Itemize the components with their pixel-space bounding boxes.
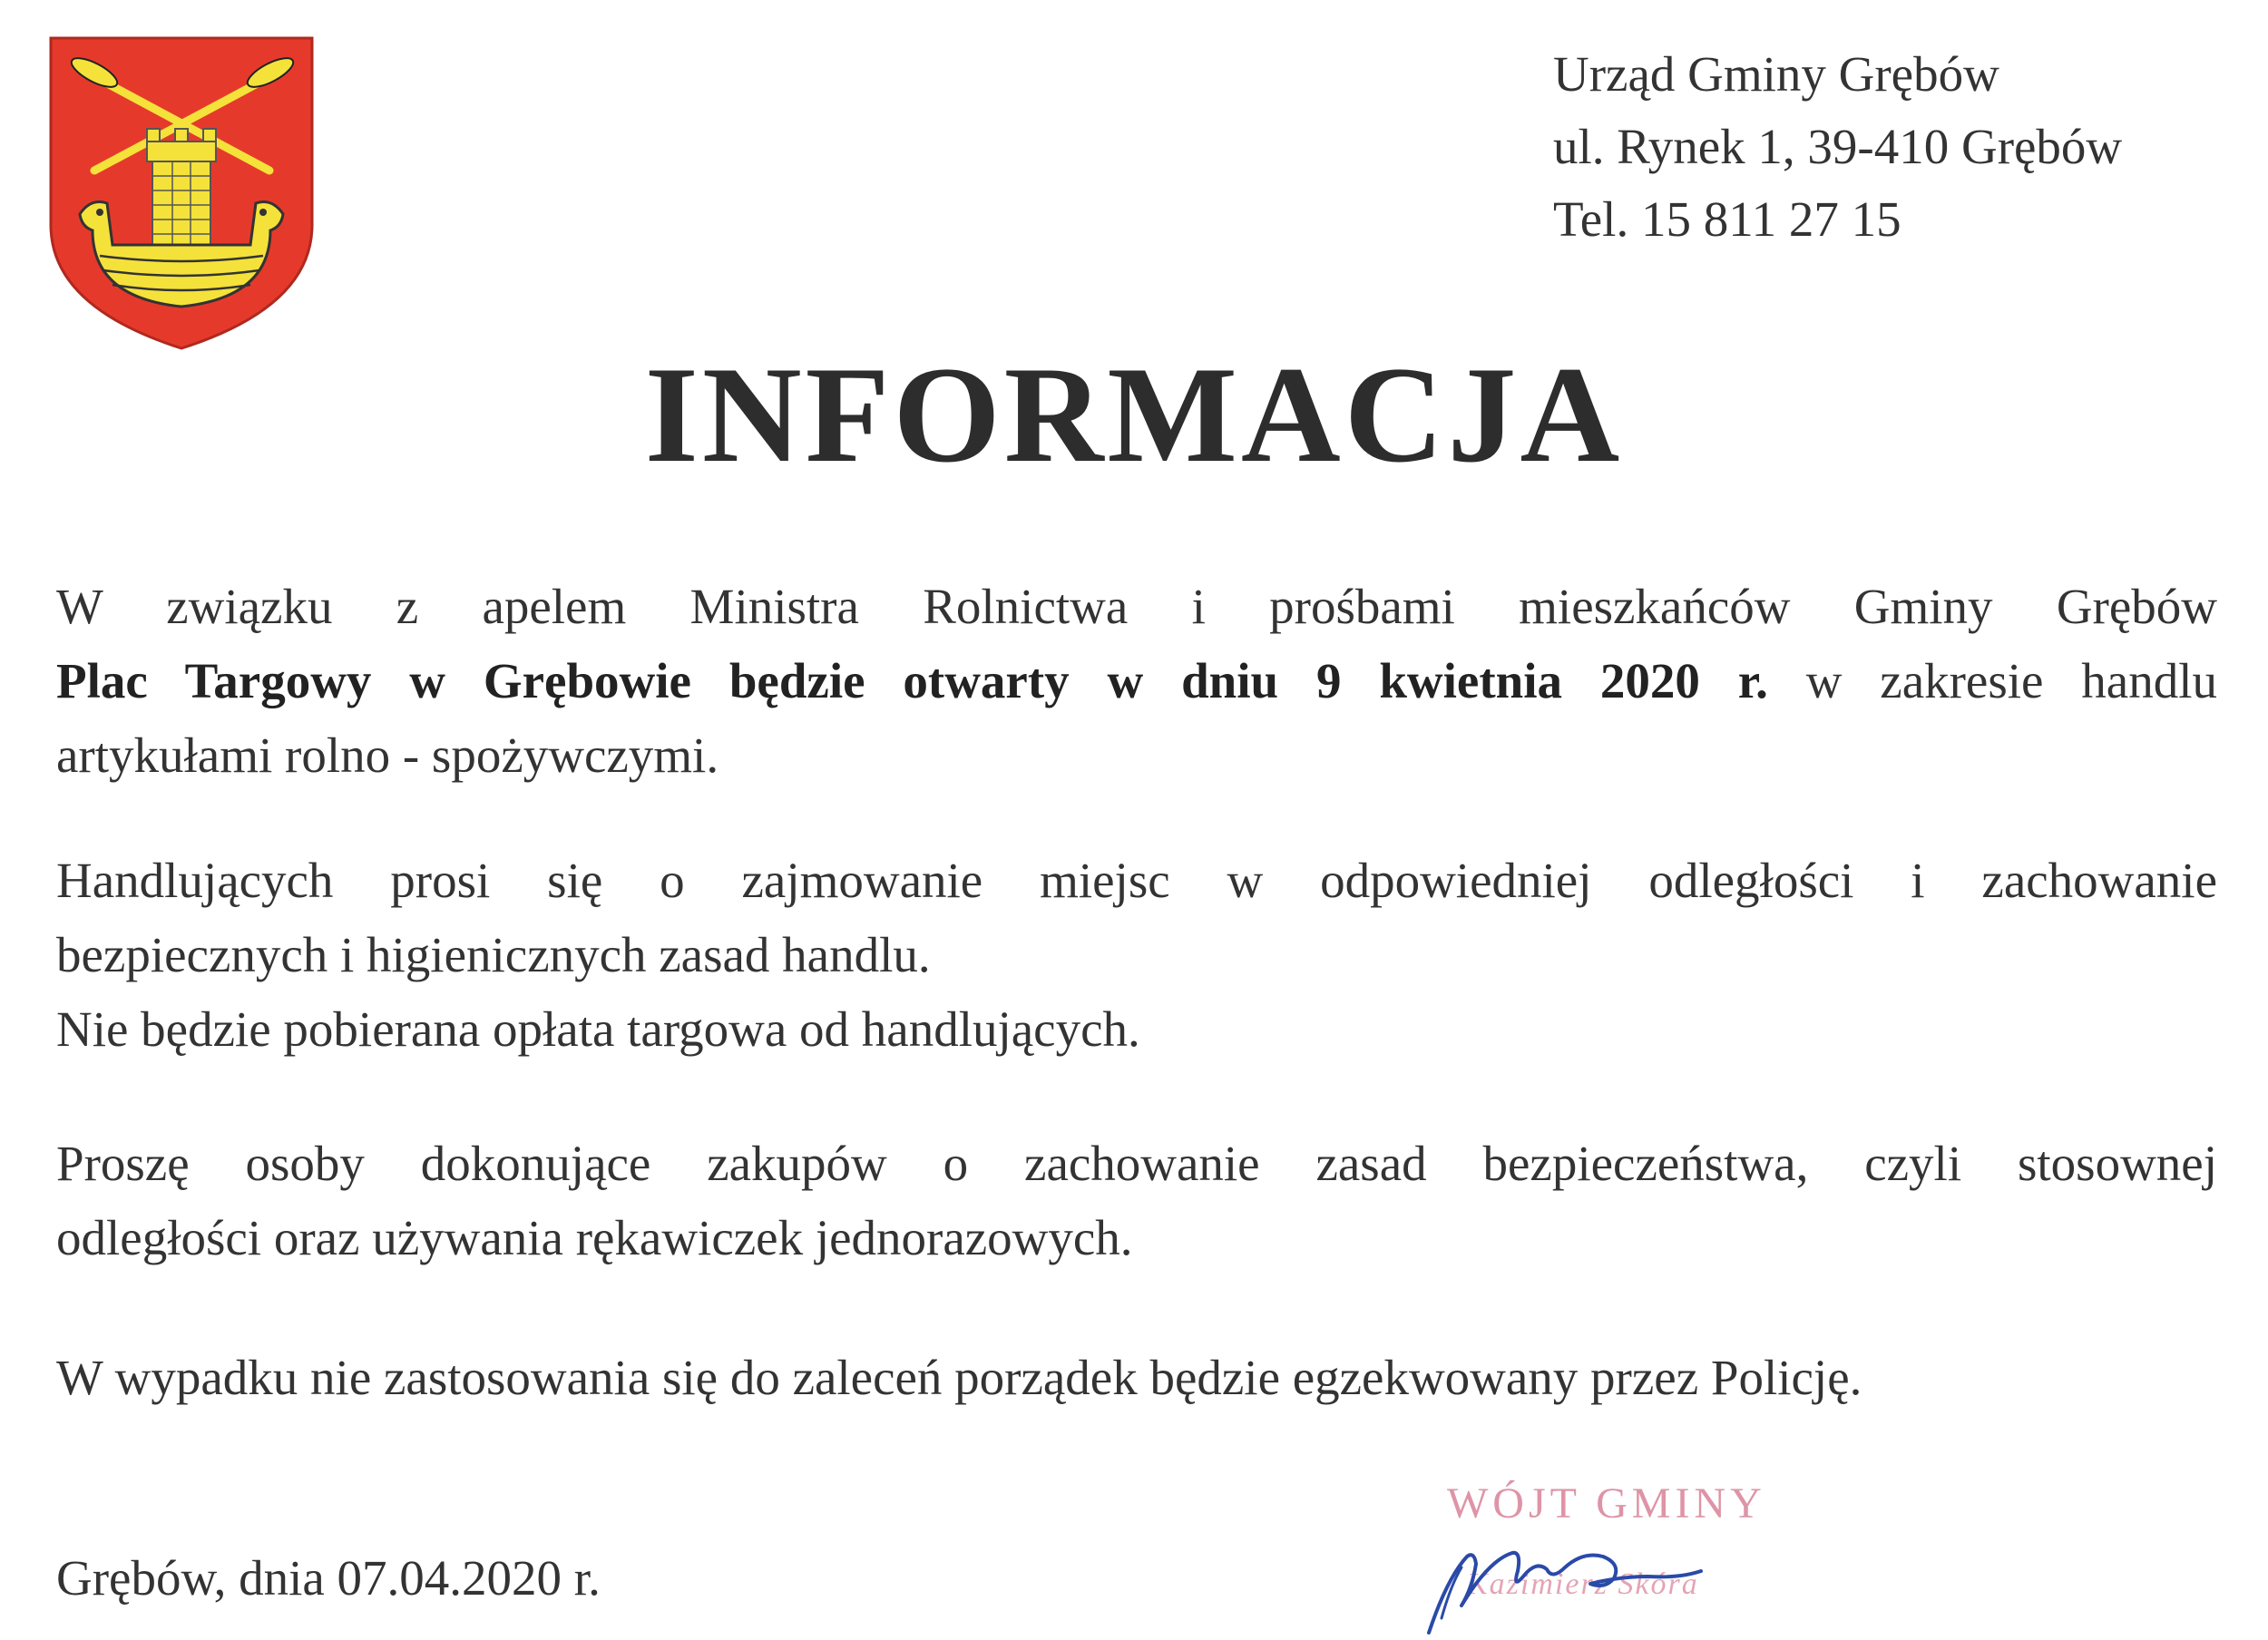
paragraph-line: odległości oraz używania rękawiczek jednorazowych.	[56, 1210, 1133, 1265]
paragraph-line: Nie będzie pobierana opłata targowa od handlujących.	[56, 1001, 1140, 1057]
bold-announcement: Plac Targowy w Grębowie będzie otwarty w dniu 9 kwietnia 2020 r.	[56, 653, 1768, 708]
paragraph-line	[56, 644, 2217, 718]
paragraph-shoppers	[56, 1127, 2217, 1275]
paragraph-market-opening	[56, 570, 2217, 793]
paragraph-line: bezpiecznych i higienicznych zasad handlu.	[56, 927, 931, 982]
paragraph-line: artykułami rolno - spożywczymi.	[56, 727, 719, 783]
paragraph-line: Handlujących prosi się o zajmowanie miejsc w odpowiedniej odległości i zachowanie	[56, 853, 2217, 908]
office-address	[1553, 38, 2122, 256]
paragraph-line: W wypadku nie zastosowania się do zaleceń porządek będzie egzekwowany przez Policję.	[56, 1350, 1862, 1405]
signature-icon	[1411, 1469, 1828, 1640]
coat-of-arms	[47, 34, 316, 352]
signature-stamp	[1411, 1469, 1828, 1640]
paragraph-line: Proszę osoby dokonujące zakupów o zachowanie zasad bezpieczeństwa, czyli stosownej	[56, 1136, 2217, 1191]
paragraph-line: W związku z apelem Ministra Rolnictwa i prośbami mieszkańców Gminy Grębów	[56, 579, 2217, 634]
paragraph-vendors	[56, 844, 2217, 1067]
office-street: ul. Rynek 1, 39-410 Grębów	[1553, 119, 2123, 174]
paragraph-text: w zakresie handlu	[1767, 653, 2217, 708]
stamp-name: Kazimierz Skóra	[1467, 1567, 1699, 1601]
page-title: INFORMACJA	[644, 338, 1624, 491]
paragraph-police	[56, 1341, 2217, 1415]
document-date: Grębów, dnia 07.04.2020 r.	[56, 1550, 601, 1606]
office-phone: Tel. 15 811 27 15	[1553, 191, 1901, 247]
coat-of-arms-icon	[47, 34, 316, 352]
office-name: Urząd Gminy Grębów	[1553, 46, 1999, 102]
stamp-title: WÓJT GMINY	[1447, 1479, 1766, 1528]
